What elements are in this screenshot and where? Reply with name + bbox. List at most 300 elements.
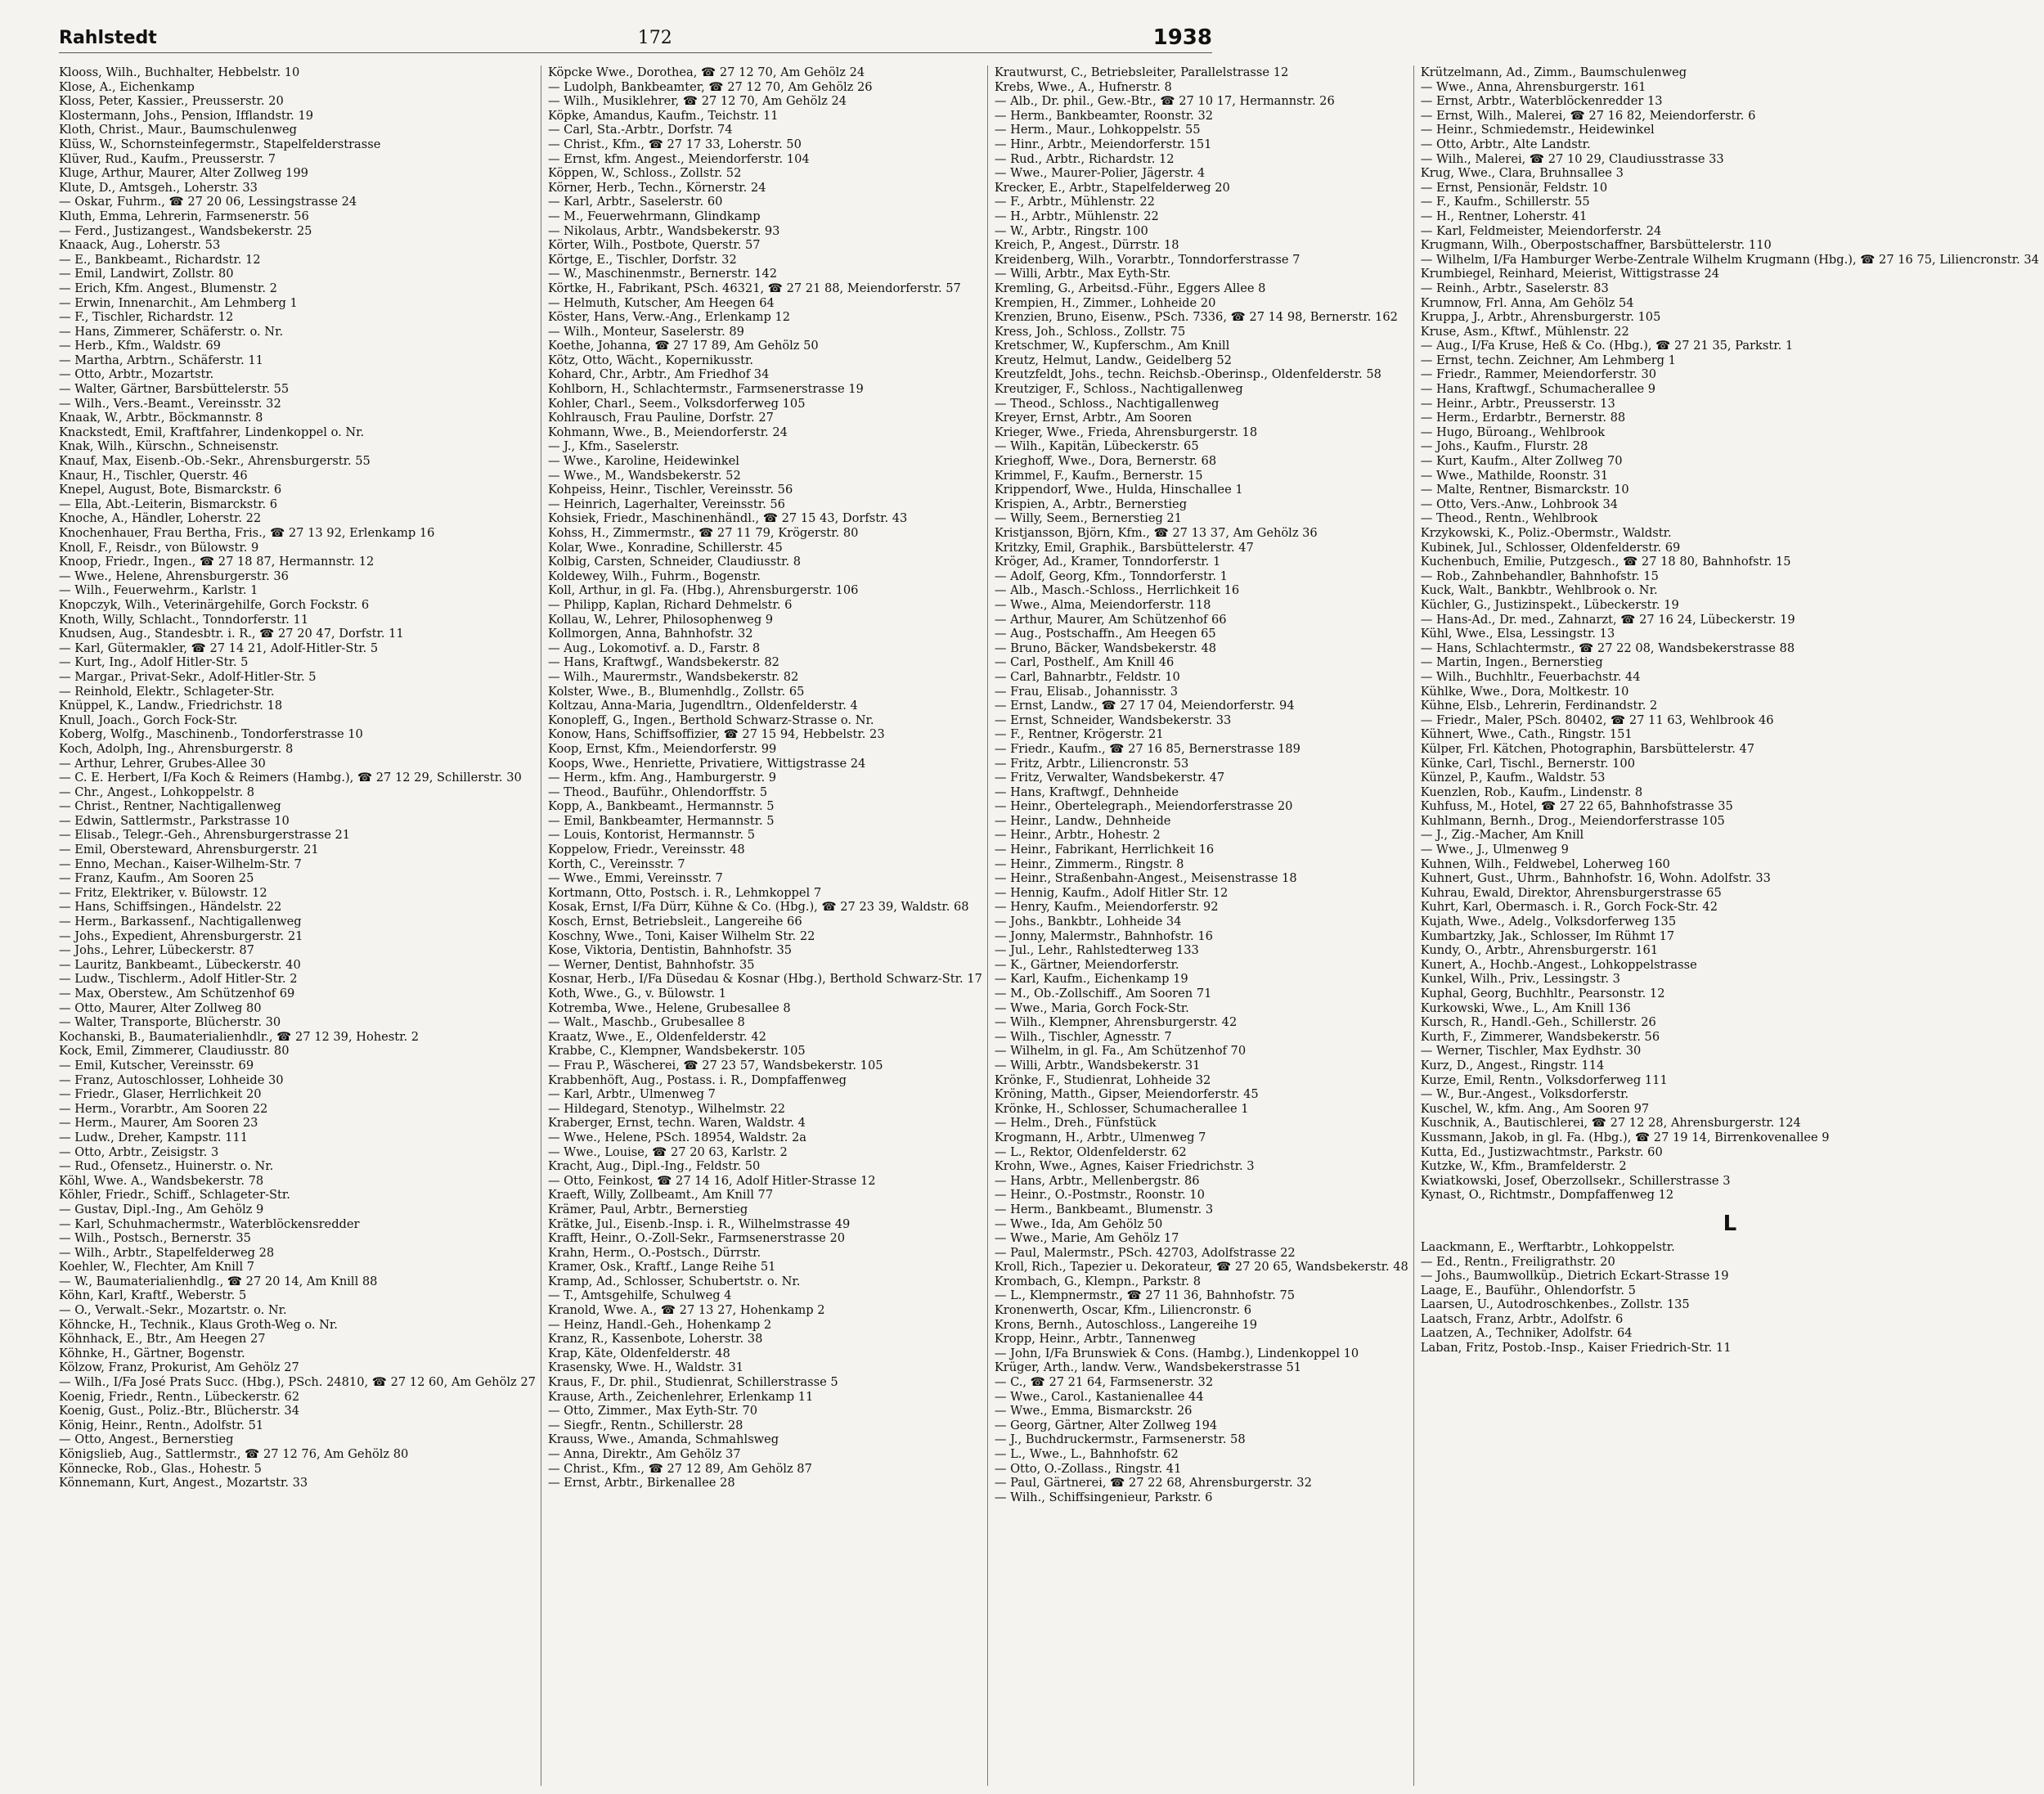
directory-entry: — Aug., Postschaffn., Am Heegen 65 [994,627,1216,641]
page-place-name: Rahlstedt [59,27,157,48]
directory-entry: Knaak, W., Arbtr., Böckmannstr. 8 [59,411,263,425]
directory-entry: — Herb., Kfm., Waldstr. 69 [59,339,221,353]
directory-entry: Kröning, Matth., Gipser, Meiendorferstr. 45 [994,1087,1259,1102]
directory-entry: — Wwe., J., Ulmenweg 9 [1420,843,1569,857]
directory-entry: Kötz, Otto, Wächt., Kopernikusstr. [547,353,754,367]
directory-entry: — J., Kfm., Saselerstr. [547,439,680,454]
directory-entry: — Wwe., Karoline, Heidewinkel [547,454,739,469]
directory-entry: — Karl, Feldmeister, Meiendorferstr. 24 [1420,223,1662,238]
directory-entry: Krönke, F., Studienrat, Lohheide 32 [994,1072,1211,1087]
directory-entry: — Ed., Rentn., Freiligrathstr. 20 [1420,1254,1615,1269]
directory-entry: — Siegfr., Rentn., Schillerstr. 28 [547,1418,743,1432]
directory-entry: Kosak, Ernst, I/Fa Dürr, Kühne & Co. (Hbg.), ☎ 27 23 39, Waldstr. 68 [547,900,969,915]
directory-entry: Krippendorf, Wwe., Hulda, Hinschallee 1 [994,483,1243,497]
directory-entry: — F., Kaufm., Schillerstr. 55 [1420,195,1590,209]
directory-entry: — Hans, Schiffsingen., Händelstr. 22 [59,900,282,915]
directory-entry: Kraus, F., Dr. phil., Studienrat, Schillerstrasse 5 [547,1375,838,1390]
directory-entry: Krämer, Paul, Arbtr., Bernerstieg [547,1202,748,1216]
directory-entry: — Heinr., Straßenbahn-Angest., Meisenstrasse 18 [994,871,1297,886]
directory-entry: — J., Zig.-Macher, Am Knill [1420,828,1584,843]
directory-entry: — Franz, Autoschlosser, Lohheide 30 [59,1072,284,1087]
directory-entry: — Enno, Mechan., Kaiser-Wilhelm-Str. 7 [59,857,302,871]
directory-entry: Krons, Bernh., Autoschloss., Langereihe 19 [994,1317,1258,1332]
directory-entry: — K., Gärtner, Meiendorferstr. [994,957,1179,972]
directory-entry: Laatsch, Franz, Arbtr., Adolfstr. 6 [1420,1311,1624,1326]
directory-entry: — Theod., Rentn., Wehlbrook [1420,511,1598,526]
directory-entry: — Willi, Arbtr., Wandsbekerstr. 31 [994,1058,1201,1072]
directory-entry: — Wilhelm, in gl. Fa., Am Schützenhof 70 [994,1044,1247,1059]
directory-entry: Kohss, H., Zimmermstr., ☎ 27 11 79, Krögerstr. 80 [547,526,859,540]
directory-entry: — Herm., kfm. Ang., Hamburgerstr. 9 [547,771,777,785]
directory-entry: Kohpeiss, Heinr., Tischler, Vereinsstr. 56 [547,483,793,497]
directory-entry: Kussmann, Jakob, in gl. Fa. (Hbg.), ☎ 27 19 14, Birrenkovenallee 9 [1420,1130,1830,1144]
directory-entry: Konow, Hans, Schiffsoffizier, ☎ 27 15 94, Hebbelstr. 23 [547,727,885,742]
directory-entry: — Karl, Gütermakler, ☎ 27 14 21, Adolf-Hitler-Str. 5 [59,641,379,655]
directory-entry: — Hans, Kraftwgf., Wandsbekerstr. 82 [547,655,779,670]
directory-entry: Kreyer, Ernst, Arbtr., Am Sooren [994,411,1193,425]
directory-entry: Körtge, E., Tischler, Dorfstr. 32 [547,252,737,267]
directory-entry: Krafft, Heinr., O.-Zoll-Sekr., Farmsenerstrasse 20 [547,1231,846,1246]
directory-entry: — Lauritz, Bankbeamt., Lübeckerstr. 40 [59,957,301,972]
directory-entry: Krützelmann, Ad., Zimm., Baumschulenweg [1420,65,1687,79]
directory-entry: Kopp, A., Bankbeamt., Hermannstr. 5 [547,799,775,814]
directory-entry: — Rud., Arbtr., Richardstr. 12 [994,151,1175,166]
directory-entry: — Jul., Lehr., Rahlstedterweg 133 [994,943,1199,958]
page-header [59,23,1212,53]
directory-entry: — Emil, Bankbeamter, Hermannstr. 5 [547,813,775,828]
directory-entry: Knak, Wilh., Kürschn., Schneisenstr. [59,439,280,454]
directory-entry: Krimmel, F., Kaufm., Bernerstr. 15 [994,468,1203,483]
directory-entry: — Oskar, Fuhrm., ☎ 27 20 06, Lessingstrasse 24 [59,195,357,209]
directory-entry: Köppen, W., Schloss., Zollstr. 52 [547,166,742,181]
directory-entry: Knaur, H., Tischler, Querstr. 46 [59,468,248,483]
directory-entry: Laatzen, A., Techniker, Adolfstr. 64 [1420,1326,1633,1341]
directory-entry: — T., Amtsgehilfe, Schulweg 4 [547,1288,732,1303]
directory-entry: — Adolf, Georg, Kfm., Tonndorferstr. 1 [994,569,1228,583]
directory-entry: — Herm., Vorarbtr., Am Sooren 22 [59,1101,268,1116]
directory-entry: — Chr., Angest., Lohkoppelstr. 8 [59,785,255,799]
directory-entry: — Paul, Gärtnerei, ☎ 27 22 68, Ahrensburgerstr. 32 [994,1476,1312,1491]
directory-entry: Krebs, Wwe., A., Hufnerstr. 8 [994,79,1172,94]
directory-entry: — Wwe., Carol., Kastanienallee 44 [994,1389,1204,1404]
directory-entry: — Rud., Ofensetz., Huinerstr. o. Nr. [59,1159,274,1174]
directory-entry: Kröger, Ad., Kramer, Tonndorferstr. 1 [994,555,1221,569]
directory-entry: — Heinr., Arbtr., Hohestr. 2 [994,828,1161,843]
directory-entry: — W., Bur.-Angest., Volksdorferstr. [1420,1087,1629,1102]
directory-entry: — Ernst, techn. Zeichner, Am Lehmberg 1 [1420,353,1676,367]
directory-column-3 [995,65,1414,1786]
directory-entry: Koth, Wwe., G., v. Bülowstr. 1 [547,987,727,1000]
directory-column-2 [548,65,988,1786]
directory-entry: Krzykowski, K., Poliz.-Obermstr., Waldstr. [1420,526,1672,540]
directory-entry: — Wwe., M., Wandsbekerstr. 52 [547,468,741,483]
directory-entry: — M., Feuerwehrmann, Glindkamp [547,209,761,223]
directory-entry: Kraatz, Wwe., E., Oldenfelderstr. 42 [547,1029,766,1044]
directory-entry: — L., Wwe., L., Bahnhofstr. 62 [994,1447,1179,1461]
directory-entry: Kohmann, Wwe., B., Meiendorferstr. 24 [547,425,788,439]
directory-entry: Kohard, Chr., Arbtr., Am Friedhof 34 [547,367,770,382]
directory-entry: — M., Ob.-Zollschiff., Am Sooren 71 [994,987,1212,1000]
directory-entry: — Otto, Feinkost, ☎ 27 14 16, Adolf Hitler-Strasse 12 [547,1173,876,1188]
directory-entry: Kretschmer, W., Kupferschm., Am Knill [994,339,1230,353]
directory-entry: — Carl, Posthelf., Am Knill 46 [994,655,1175,670]
directory-entry: — Johs., Baumwollküp., Dietrich Eckart-Strasse 19 [1420,1269,1729,1284]
directory-entry: Kuhrt, Karl, Obermasch. i. R., Gorch Fock-Str. 42 [1420,900,1718,915]
directory-entry: Kress, Joh., Schloss., Zollstr. 75 [994,324,1186,339]
directory-entry: Kumbartzky, Jak., Schlosser, Im Rühmt 17 [1420,928,1675,943]
directory-entry: — Henry, Kaufm., Meiendorferstr. 92 [994,900,1219,915]
directory-entry: Kurkowski, Wwe., L., Am Knill 136 [1420,1000,1631,1015]
directory-entry: Kotremba, Wwe., Helene, Grubesallee 8 [547,1000,791,1015]
directory-entry: Krombach, G., Klempn., Parkstr. 8 [994,1274,1201,1288]
directory-entry: — Otto, Arbtr., Mozartstr. [59,367,214,382]
directory-entry: Kurz, D., Angest., Ringstr. 114 [1420,1058,1605,1072]
directory-entry: — Herm., Maurer, Am Sooren 23 [59,1116,258,1131]
directory-entry: — Hugo, Büroang., Wehlbrook [1420,425,1606,439]
directory-entry: Kuchenbuch, Emilie, Putzgesch., ☎ 27 18 80, Bahnhofstr. 15 [1420,555,1791,569]
directory-entry: — Johs., Expedient, Ahrensburgerstr. 21 [59,928,303,943]
directory-entry: — Ella, Abt.-Leiterin, Bismarckstr. 6 [59,497,278,511]
directory-entry: Kollmorgen, Anna, Bahnhofstr. 32 [547,627,753,641]
directory-entry: Kortmann, Otto, Postsch. i. R., Lehmkoppel 7 [547,885,822,900]
directory-entry: Knochenhauer, Frau Bertha, Fris., ☎ 27 13 92, Erlenkamp 16 [59,526,435,540]
directory-entry: — Ernst, Landw., ☎ 27 17 04, Meiendorferstr. 94 [994,699,1295,713]
directory-entry: — Wilh., Klempner, Ahrensburgerstr. 42 [994,1015,1238,1030]
directory-entry: — Wilhelm, I/Fa Hamburger Werbe-Zentrale Wilhelm Krugmann (Hbg.), ☎ 27 16 75, Liliencronstr. 34 [1420,252,2039,267]
directory-entry: — Otto, Maurer, Alter Zollweg 80 [59,1000,262,1015]
directory-entry: — F., Arbtr., Mühlenstr. 22 [994,195,1155,209]
directory-entry: Kwiatkowski, Josef, Oberzollsekr., Schillerstrasse 3 [1420,1173,1731,1188]
directory-entry: — Wilh., Postsch., Bernerstr. 35 [59,1231,251,1246]
directory-entry: Külper, Frl. Kätchen, Photographin, Barsbüttelerstr. 47 [1420,741,1755,756]
directory-entry: — L., Rektor, Oldenfelderstr. 62 [994,1144,1187,1159]
directory-entry: Kuhnert, Gust., Uhrm., Bahnhofstr. 16, Wohn. Adolfstr. 33 [1420,871,1771,886]
directory-entry: Krugmann, Wilh., Oberpostschaffner, Barsbüttelerstr. 110 [1420,238,1772,253]
directory-entry: — Martin, Ingen., Bernerstieg [1420,655,1603,670]
directory-entry: — Erwin, Innenarchit., Am Lehmberg 1 [59,295,298,310]
directory-entry: — Otto, O.-Zollass., Ringstr. 41 [994,1461,1182,1476]
directory-entry: — Ernst, kfm. Angest., Meiendorferstr. 104 [547,151,810,166]
directory-entry: — Wwe., Maurer-Polier, Jägerstr. 4 [994,166,1206,181]
directory-entry: Klüss, W., Schornsteinfegermstr., Stapelfelderstrasse [59,137,381,151]
section-letter: L [1723,1211,1737,1236]
directory-entry: Knoop, Friedr., Ingen., ☎ 27 18 87, Hermannstr. 12 [59,555,375,569]
directory-entry: Krug, Wwe., Clara, Bruhnsallee 3 [1420,166,1624,181]
directory-entry: Kujath, Wwe., Adelg., Volksdorferweg 135 [1420,915,1677,929]
directory-entry: — Helm., Dreh., Fünfstück [994,1116,1157,1131]
directory-entry: Kursch, R., Handl.-Geh., Schillerstr. 26 [1420,1015,1656,1030]
directory-entry: — Herm., Bankbeamter, Roonstr. 32 [994,108,1214,123]
directory-entry: — Heinr., Landw., Dehnheide [994,813,1171,828]
directory-entry: Krautwurst, C., Betriebsleiter, Parallelstrasse 12 [994,65,1289,79]
directory-entry: Koltzau, Anna-Maria, Jugendltrn., Oldenfelderstr. 4 [547,699,858,713]
directory-entry: Kristjansson, Björn, Kfm., ☎ 27 13 37, Am Gehölz 36 [994,526,1318,540]
directory-entry: Kosnar, Herb., I/Fa Düsedau & Kosnar (Hbg.), Berthold Schwarz-Str. 17 [547,972,982,987]
directory-entry: Laarsen, U., Autodroschkenbes., Zollstr. 135 [1420,1297,1690,1312]
directory-entry: — Alb., Masch.-Schloss., Herrlichkeit 16 [994,583,1240,598]
directory-entry: Kramp, Ad., Schlosser, Schubertstr. o. Nr. [547,1274,801,1288]
directory-entry: Kuhrau, Ewald, Direktor, Ahrensburgerstrasse 65 [1420,885,1722,900]
directory-entry: Krogmann, H., Arbtr., Ulmenweg 7 [994,1130,1206,1144]
directory-entry: — Christ., Rentner, Nachtigallenweg [59,799,281,814]
directory-entry: — Ludolph, Bankbeamter, ☎ 27 12 70, Am Gehölz 26 [547,79,873,94]
directory-entry: — Aug., Lokomotivf. a. D., Farstr. 8 [547,641,761,655]
directory-column-1 [59,65,541,1786]
directory-entry: — John, I/Fa Brunswiek & Cons. (Hambg.), Lindenkoppel 10 [994,1346,1359,1360]
directory-entry: Knull, Joach., Gorch Fock-Str. [59,713,238,727]
directory-entry: Koops, Wwe., Henriette, Privatiere, Wittigstrasse 24 [547,756,866,771]
directory-entry: — Frau, Elisab., Johannisstr. 3 [994,684,1178,699]
directory-entry: Kosch, Ernst, Betriebsleit., Langereihe 66 [547,915,802,929]
directory-entry: — C. E. Herbert, I/Fa Koch & Reimers (Hambg.), ☎ 27 12 29, Schillerstr. 30 [59,771,522,785]
directory-entry: — Carl, Bahnarbtr., Feldstr. 10 [994,669,1180,684]
directory-entry: Künzel, P., Kaufm., Waldstr. 53 [1420,771,1606,785]
directory-entry: Kramer, Osk., Kraftf., Lange Reihe 51 [547,1260,776,1275]
directory-entry: — Kurt, Kaufm., Alter Zollweg 70 [1420,454,1623,469]
directory-entry: — Heinr., Zimmerm., Ringstr. 8 [994,857,1184,871]
directory-entry: — Wwe., Ida, Am Gehölz 50 [994,1216,1163,1231]
directory-entry: — Ernst, Wilh., Malerei, ☎ 27 16 82, Meiendorferstr. 6 [1420,108,1756,123]
directory-entry: Krasensky, Wwe. H., Waldstr. 31 [547,1360,744,1375]
directory-entry: — Heinr., O.-Postmstr., Roonstr. 10 [994,1188,1205,1203]
directory-entry: — Wilh., Malerei, ☎ 27 10 29, Claudiusstrasse 33 [1420,151,1724,166]
directory-entry: Kühl, Wwe., Elsa, Lessingstr. 13 [1420,627,1615,641]
directory-entry: Kühne, Elsb., Lehrerin, Ferdinandstr. 2 [1420,699,1658,713]
directory-entry: Koenig, Gust., Poliz.-Btr., Blücherstr. 34 [59,1404,299,1419]
directory-entry: Köhncke, H., Technik., Klaus Groth-Weg o. Nr. [59,1317,338,1332]
directory-entry: Körner, Herb., Techn., Körnerstr. 24 [547,180,766,195]
directory-entry: Kloth, Christ., Maur., Baumschulenweg [59,123,298,137]
directory-entry: — Otto, Zimmer., Max Eyth-Str. 70 [547,1404,758,1419]
directory-entry: — Christ., Kfm., ☎ 27 17 33, Loherstr. 50 [547,137,802,151]
directory-entry: — Hans, Schlachtermstr., ☎ 27 22 08, Wandsbekerstrasse 88 [1420,641,1795,655]
directory-entry: Koch, Adolph, Ing., Ahrensburgerstr. 8 [59,741,294,756]
directory-entry: Köhnhack, E., Btr., Am Heegen 27 [59,1332,266,1347]
directory-entry: Krätke, Jul., Eisenb.-Insp. i. R., Wilhelmstrasse 49 [547,1216,851,1231]
directory-entry: — F., Rentner, Krögerstr. 21 [994,727,1164,742]
directory-entry: Kynast, O., Richtmstr., Dompfaffenweg 12 [1420,1188,1674,1203]
directory-entry: — Arthur, Lehrer, Grubes-Allee 30 [59,756,266,771]
directory-entry: — H., Rentner, Loherstr. 41 [1420,209,1588,223]
directory-entry: — Georg, Gärtner, Alter Zollweg 194 [994,1418,1218,1432]
directory-entry: — F., Tischler, Richardstr. 12 [59,310,234,325]
directory-entry: — Herm., Bankbeamt., Blumenstr. 3 [994,1202,1214,1216]
directory-entry: — Walter, Transporte, Blücherstr. 30 [59,1015,281,1030]
directory-entry: Kochanski, B., Baumaterialienhdlr., ☎ 27 12 39, Hohestr. 2 [59,1029,420,1044]
directory-entry: — Wwe., Louise, ☎ 27 20 63, Karlstr. 2 [547,1144,788,1159]
directory-entry: — Hans, Zimmerer, Schäferstr. o. Nr. [59,324,284,339]
directory-entry: Könnemann, Kurt, Angest., Mozartstr. 33 [59,1476,308,1491]
directory-entry: Knopczyk, Wilh., Veterinärgehilfe, Gorch Fockstr. 6 [59,597,370,612]
directory-entry: Künke, Carl, Tischl., Bernerstr. 100 [1420,756,1635,771]
directory-entry: Korth, C., Vereinsstr. 7 [547,857,685,871]
directory-entry: — Emil, Obersteward, Ahrensburgerstr. 21 [59,843,319,857]
directory-entry: — Edwin, Sattlermstr., Parkstrasse 10 [59,813,290,828]
directory-entry: — Wilh., Tischler, Agnesstr. 7 [994,1029,1172,1044]
directory-entry: Kohler, Charl., Seem., Volksdorferweg 105 [547,396,806,411]
directory-entry: — Heinr., Arbtr., Preusserstr. 13 [1420,396,1615,411]
directory-entry: — Friedr., Maler, PSch. 80402, ☎ 27 11 63, Wehlbrook 46 [1420,713,1774,727]
directory-entry: — Wwe., Helene, Ahrensburgerstr. 36 [59,569,289,583]
directory-entry: — Wwe., Marie, Am Gehölz 17 [994,1231,1179,1246]
directory-entry: — Theod., Bauführ., Ohlendorffstr. 5 [547,785,768,799]
directory-entry: — Carl, Sta.-Arbtr., Dorfstr. 74 [547,123,733,137]
directory-entry: — Otto, Vers.-Anw., Lohbrook 34 [1420,497,1619,511]
directory-entry: — Reinh., Arbtr., Saselerstr. 83 [1420,281,1609,295]
directory-entry: Knoche, A., Händler, Loherstr. 22 [59,511,262,526]
directory-entry: — E., Bankbeamt., Richardstr. 12 [59,252,261,267]
directory-entry: Krenzien, Bruno, Eisenw., PSch. 7336, ☎ 27 14 98, Bernerstr. 162 [994,310,1398,325]
directory-entry: — Nikolaus, Arbtr., Wandsbekerstr. 93 [547,223,780,238]
directory-entry: — W., Maschinenmstr., Bernerstr. 142 [547,267,778,281]
directory-entry: Klüver, Rud., Kaufm., Preusserstr. 7 [59,151,276,166]
directory-entry: Kohlborn, H., Schlachtermstr., Farmsenerstrasse 19 [547,382,864,397]
directory-entry: Körtke, H., Fabrikant, PSch. 46321, ☎ 27 21 88, Meiendorferstr. 57 [547,281,961,295]
directory-entry: Koenig, Friedr., Rentn., Lübeckerstr. 62 [59,1389,300,1404]
directory-entry: — Heinrich, Lagerhalter, Vereinsstr. 56 [547,497,785,511]
directory-entry: — Wilh., Schiffsingenieur, Parkstr. 6 [994,1490,1213,1504]
directory-entry: Kunert, A., Hochb.-Angest., Lohkoppelstrasse [1420,957,1697,972]
directory-entry: — H., Arbtr., Mühlenstr. 22 [994,209,1159,223]
directory-entry: Kunkel, Wilh., Priv., Lessingstr. 3 [1420,972,1620,987]
directory-entry: — Wilh., Buchhltr., Feuerbachstr. 44 [1420,669,1641,684]
page-number: 172 [637,27,672,48]
directory-entry: — C., ☎ 27 21 64, Farmsenerstr. 32 [994,1375,1214,1390]
directory-columns [59,65,2039,1786]
directory-entry: — Otto, Arbtr., Zeisigstr. 3 [59,1144,219,1159]
directory-entry: Krause, Arth., Zeichenlehrer, Erlenkamp 11 [547,1389,814,1404]
directory-entry: — W., Baumaterialienhdlg., ☎ 27 20 14, Am Knill 88 [59,1274,378,1288]
directory-entry: Kreich, P., Angest., Dürrstr. 18 [994,238,1179,253]
directory-entry: Kreidenberg, Wilh., Vorarbtr., Tonndorferstrasse 7 [994,252,1301,267]
directory-entry: — Christ., Kfm., ☎ 27 12 89, Am Gehölz 87 [547,1461,812,1476]
directory-entry: — Ernst, Pensionär, Feldstr. 10 [1420,180,1608,195]
directory-entry: — Reinhold, Elektr., Schlageter-Str. [59,684,275,699]
directory-entry: — Herm., Barkassenf., Nachtigallenweg [59,915,302,929]
directory-entry: — Wwe., Emmi, Vereinsstr. 7 [547,871,723,886]
directory-entry: Kuhlmann, Bernh., Drog., Meiendorferstrasse 105 [1420,813,1725,828]
directory-entry: Krabbe, C., Klempner, Wandsbekerstr. 105 [547,1044,806,1059]
directory-entry: Kuhfuss, M., Hotel, ☎ 27 22 65, Bahnhofstrasse 35 [1420,799,1733,814]
directory-entry: — Fritz, Arbtr., Liliencronstr. 53 [994,756,1189,771]
directory-entry: Knaack, Aug., Loherstr. 53 [59,238,221,253]
directory-entry: — Wilh., Vers.-Beamt., Vereinsstr. 32 [59,396,281,411]
directory-entry: Köhnke, H., Gärtner, Bogenstr. [59,1346,245,1360]
directory-entry: — Aug., I/Fa Kruse, Heß & Co. (Hbg.), ☎ 27 21 35, Parkstr. 1 [1420,339,1794,353]
directory-entry: — Hinr., Arbtr., Meiendorferstr. 151 [994,137,1212,151]
directory-entry: Koethe, Johanna, ☎ 27 17 89, Am Gehölz 50 [547,339,819,353]
directory-entry: Kolar, Wwe., Konradine, Schillerstr. 45 [547,540,783,555]
directory-entry: Kohsiek, Friedr., Maschinenhändl., ☎ 27 15 43, Dorfstr. 43 [547,511,908,526]
directory-entry: Kranold, Wwe. A., ☎ 27 13 27, Hohenkamp 2 [547,1303,825,1318]
directory-entry: Klostermann, Johs., Pension, Ifflandstr. 19 [59,108,314,123]
directory-entry: — Margar., Privat-Sekr., Adolf-Hitler-Str. 5 [59,669,317,684]
directory-entry: — Johs., Bankbtr., Lohheide 34 [994,915,1182,929]
directory-entry: Krauss, Wwe., Amanda, Schmahlsweg [547,1432,779,1447]
directory-entry: Kolster, Wwe., B., Blumenhdlg., Zollstr. 65 [547,684,805,699]
directory-entry: Kruse, Asm., Kftwf., Mühlenstr. 22 [1420,324,1629,339]
directory-entry: — Rob., Zahnbehandler, Bahnhofstr. 15 [1420,569,1659,583]
directory-entry: — Karl, Schuhmachermstr., Waterblöckensredder [59,1216,360,1231]
directory-entry: Kolbig, Carsten, Schneider, Claudiusstr. 8 [547,555,802,569]
directory-entry: — Wwe., Alma, Meiendorferstr. 118 [994,597,1211,612]
directory-entry: Kubinek, Jul., Schlosser, Oldenfelderstr. 69 [1420,540,1681,555]
directory-entry: Kroll, Rich., Tapezier u. Dekorateur, ☎ 27 20 65, Wandsbekerstr. 48 [994,1260,1408,1275]
directory-entry: Kreutziger, F., Schloss., Nachtigallenweg [994,382,1243,397]
directory-entry: Kollau, W., Lehrer, Philosophenweg 9 [547,612,774,627]
directory-entry: — Hans, Kraftwgf., Dehnheide [994,785,1179,799]
directory-entry: — Herm., Erdarbtr., Bernerstr. 88 [1420,411,1626,425]
directory-entry: Krieghoff, Wwe., Dora, Bernerstr. 68 [994,454,1217,469]
directory-entry: — Heinr., Fabrikant, Herrlichkeit 16 [994,843,1215,857]
directory-entry: Kluge, Arthur, Maurer, Alter Zollweg 199 [59,166,308,181]
directory-entry: Koehler, W., Flechter, Am Knill 7 [59,1260,255,1275]
directory-entry: Krönke, H., Schlosser, Schumacherallee 1 [994,1101,1249,1116]
directory-entry: Krumnow, Frl. Anna, Am Gehölz 54 [1420,295,1634,310]
directory-entry: — O., Verwalt.-Sekr., Mozartstr. o. Nr. [59,1303,287,1318]
directory-entry: Konopleff, G., Ingen., Berthold Schwarz-Strasse o. Nr. [547,713,874,727]
directory-entry: — Walt., Maschb., Grubesallee 8 [547,1015,745,1030]
directory-entry: — Gustav, Dipl.-Ing., Am Gehölz 9 [59,1202,264,1216]
directory-entry: Knüppel, K., Landw., Friedrichstr. 18 [59,699,283,713]
directory-entry: — Wwe., Emma, Bismarckstr. 26 [994,1404,1193,1419]
directory-entry: — Karl, Arbtr., Saselerstr. 60 [547,195,723,209]
directory-entry: — Frau P., Wäscherei, ☎ 27 23 57, Wandsbekerstr. 105 [547,1058,883,1072]
directory-entry: — Hennig, Kaufm., Adolf Hitler Str. 12 [994,885,1229,900]
directory-entry: — Emil, Kutscher, Vereinsstr. 69 [59,1058,254,1072]
directory-entry: Kruppa, J., Arbtr., Ahrensburgerstr. 105 [1420,310,1661,325]
directory-entry: Krabbenhöft, Aug., Postass. i. R., Dompfaffenweg [547,1072,847,1087]
directory-entry: Klooss, Wilh., Buchhalter, Hebbelstr. 10 [59,65,300,79]
directory-entry: Körter, Wilh., Postbote, Querstr. 57 [547,238,761,253]
directory-entry: Klute, D., Amtsgeh., Loherstr. 33 [59,180,258,195]
directory-entry: Krahn, Herm., O.-Postsch., Dürrstr. [547,1245,761,1260]
directory-entry: Kuschnik, A., Bautischlerei, ☎ 27 12 28, Ahrensburgerstr. 124 [1420,1116,1801,1131]
directory-entry: — J., Buchdruckermstr., Farmsenerstr. 58 [994,1432,1246,1447]
directory-entry: Kose, Viktoria, Dentistin, Bahnhofstr. 35 [547,943,793,958]
directory-entry: — Heinz, Handl.-Geh., Hohenkamp 2 [547,1317,772,1332]
directory-entry: — Alb., Dr. phil., Gew.-Btr., ☎ 27 10 17, Hermannstr. 26 [994,94,1335,109]
directory-entry: Kuck, Walt., Bankbtr., Wehlbrook o. Nr. [1420,583,1658,598]
directory-entry: Kreutzfeldt, Johs., techn. Reichsb.-Oberinsp., Oldenfelderstr. 58 [994,367,1381,382]
directory-entry: Kraberger, Ernst, techn. Waren, Waldstr. 4 [547,1116,806,1131]
directory-entry: Knepel, August, Bote, Bismarckstr. 6 [59,483,282,497]
directory-entry: — Louis, Kontorist, Hermannstr. 5 [547,828,756,843]
directory-entry: Knackstedt, Emil, Kraftfahrer, Lindenkoppel o. Nr. [59,425,365,439]
directory-entry: — Friedr., Glaser, Herrlichkeit 20 [59,1087,262,1102]
directory-entry: Kohlrausch, Frau Pauline, Dorfstr. 27 [547,411,774,425]
directory-entry: Köster, Hans, Verw.-Ang., Erlenkamp 12 [547,310,791,325]
directory-entry: — Erich, Kfm. Angest., Blumenstr. 2 [59,281,277,295]
directory-entry: — Helmuth, Kutscher, Am Heegen 64 [547,295,775,310]
directory-entry: — Otto, Arbtr., Alte Landstr. [1420,137,1591,151]
directory-entry: — Wwe., Maria, Gorch Fock-Str. [994,1000,1189,1015]
directory-entry: — Wilh., Musiklehrer, ☎ 27 12 70, Am Gehölz 24 [547,94,847,109]
directory-entry: — Hans, Arbtr., Mellenbergstr. 86 [994,1173,1200,1188]
directory-entry: Kock, Emil, Zimmerer, Claudiusstr. 80 [59,1044,290,1059]
directory-entry: Kropp, Heinr., Arbtr., Tannenweg [994,1332,1196,1347]
directory-entry: — Paul, Malermstr., PSch. 42703, Adolfstrasse 22 [994,1245,1296,1260]
directory-entry: — Heinr., Schmiedemstr., Heidewinkel [1420,123,1655,137]
directory-entry: Küchler, G., Justizinspekt., Lübeckerstr. 19 [1420,597,1679,612]
directory-entry: Kreutz, Helmut, Landw., Geidelberg 52 [994,353,1232,367]
directory-entry: — Willi, Arbtr., Max Eyth-Str. [994,267,1171,281]
directory-entry: — Wwe., Helene, PSch. 18954, Waldstr. 2a [547,1130,806,1144]
directory-entry: — Franz, Kaufm., Am Sooren 25 [59,871,254,886]
directory-entry: — Fritz, Verwalter, Wandsbekerstr. 47 [994,771,1225,785]
directory-entry: — Ludw., Tischlerm., Adolf Hitler-Str. 2 [59,972,298,987]
directory-entry: Knoll, F., Reisdr., von Bülowstr. 9 [59,540,259,555]
